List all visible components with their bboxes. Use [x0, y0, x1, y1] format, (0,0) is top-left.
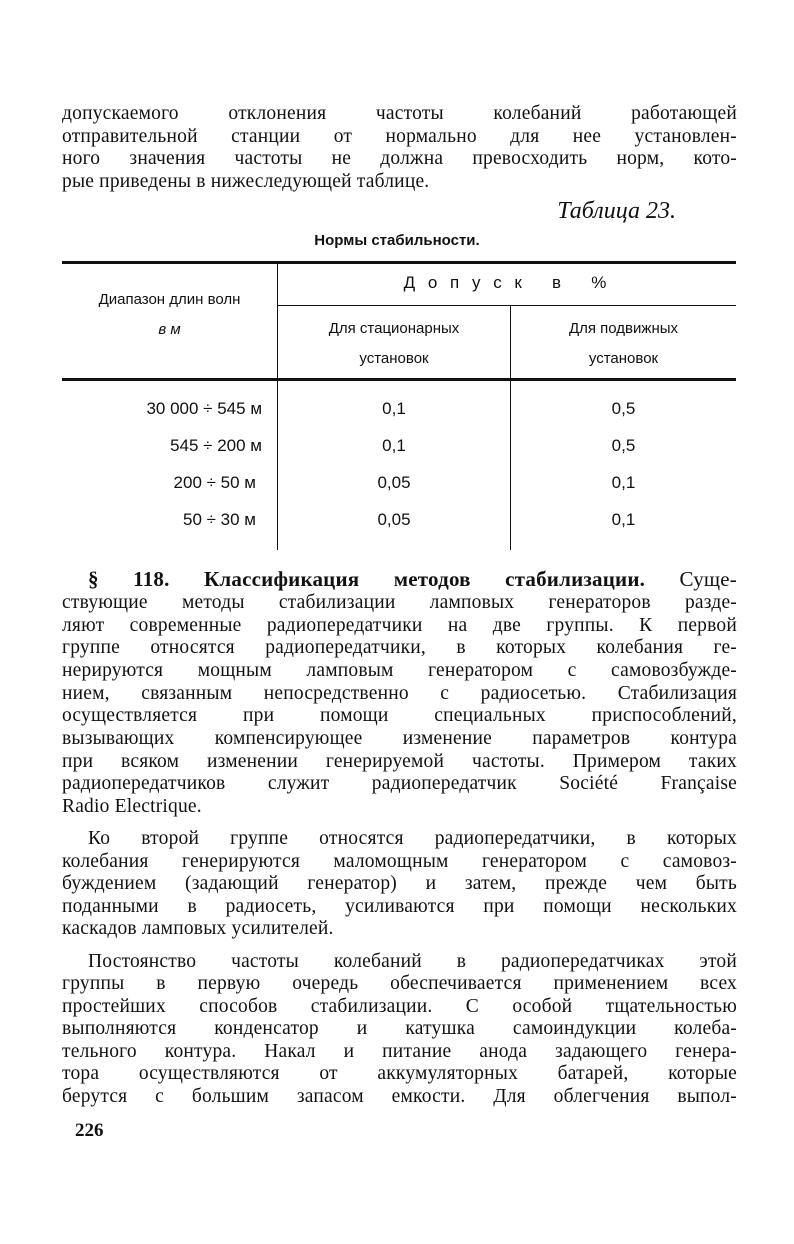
table-caption: Таблица 23.	[557, 198, 676, 224]
cell-range: 50 ÷ 30 м	[182, 510, 256, 529]
text-line: Radio Electrique.	[62, 796, 202, 817]
header-line: Для подвижных	[568, 320, 679, 337]
header-bottom-rule	[62, 378, 736, 381]
group-divider	[278, 305, 736, 306]
table-title: Нормы стабильности.	[314, 232, 480, 249]
text-line: тельного контура. Накал и питание анода задающего генера-	[62, 1041, 737, 1062]
group-header-tolerance: Д о п у с к в %	[403, 273, 611, 292]
text-line: группы в первую очередь обеспечивается применением всех	[62, 973, 737, 994]
header-line: Диапазон длин волн	[98, 291, 241, 308]
text-line: группе относятся радиопередатчики, в которых колебания ге-	[62, 637, 737, 658]
text-line: ствующие методы стабилизации ламповых генераторов разде-	[62, 592, 737, 613]
text-line: вызывающих компенсирующее изменение параметров контура	[62, 728, 737, 749]
cell-stationary: 0,05	[377, 510, 411, 529]
text-line: при всяком изменении генерируемой частоты. Примером таких	[62, 751, 737, 772]
header-line: в м	[158, 321, 181, 338]
cell-stationary: 0,05	[377, 473, 411, 492]
text-line: осуществляется при помощи специальных приспособлений,	[62, 705, 737, 726]
cell-range: 200 ÷ 50 м	[173, 473, 256, 492]
text-line: отправительной станции от нормально для нее установлен-	[62, 126, 737, 147]
page-number: 226	[75, 1120, 104, 1141]
header-line: установок	[359, 350, 429, 367]
text-line: Ко второй группе относятся радиопередатчики, в которых	[88, 828, 737, 849]
text-line: поданными в радиосеть, усиливаются при помощи нескольких	[62, 896, 737, 917]
col-header-mobile	[511, 314, 736, 374]
cell-mobile: 0,5	[611, 399, 636, 418]
cell-range: 545 ÷ 200 м	[170, 436, 262, 455]
section-first-line	[88, 568, 737, 590]
text-line: колебания генерируются маломощным генератором с самовоз-	[62, 851, 737, 872]
text-line: допускаемого отклонения частоты колебаний работающей	[62, 103, 737, 124]
text-line: рые приведены в нижеследующей таблице.	[62, 171, 430, 192]
cell-stationary: 0,1	[382, 399, 406, 418]
text-line: ляют современные радиопередатчики на две группы. К первой	[62, 615, 737, 636]
cell-range: 30 000 ÷ 545 м	[146, 399, 262, 418]
text-line: радиопередатчиков служит радиопередатчик Société Française	[62, 773, 737, 794]
header-line: установок	[588, 350, 659, 367]
text-line: простейших способов стабилизации. С особой тщательностью	[62, 996, 737, 1017]
text-line: тора осуществляются от аккумуляторных батарей, которые	[62, 1063, 737, 1084]
cell-mobile: 0,1	[611, 510, 636, 529]
text-fragment: Суще-	[679, 567, 737, 591]
text-line: нерируются мощным ламповым генератором с самовозбужде-	[62, 660, 737, 681]
text-line: буждением (задающий генератор) и затем, прежде чем быть	[62, 873, 737, 894]
col-header-range	[62, 285, 277, 345]
section-heading: § 118. Классификация методов стабилизации.	[88, 567, 646, 591]
text-line: нием, связанным непосредственно с радиосетью. Стабилизация	[62, 683, 737, 704]
text-line: каскадов ламповых усилителей.	[62, 918, 334, 939]
text-line: Постоянство частоты колебаний в радиопередатчиках этой	[88, 951, 737, 972]
header-line: Для стационарных	[328, 320, 460, 337]
cell-mobile: 0,1	[611, 473, 636, 492]
col-header-stationary	[278, 314, 510, 374]
table-top-rule	[62, 261, 736, 264]
cell-stationary: 0,1	[382, 436, 406, 455]
text-line: берутся с большим запасом емкости. Для облегчения выпол-	[62, 1086, 737, 1107]
cell-mobile: 0,5	[611, 436, 636, 455]
text-line: выполняются конденсатор и катушка самоиндукции колеба-	[62, 1018, 737, 1039]
text-line: ного значения частоты не должна превосходить норм, кото-	[62, 148, 737, 169]
